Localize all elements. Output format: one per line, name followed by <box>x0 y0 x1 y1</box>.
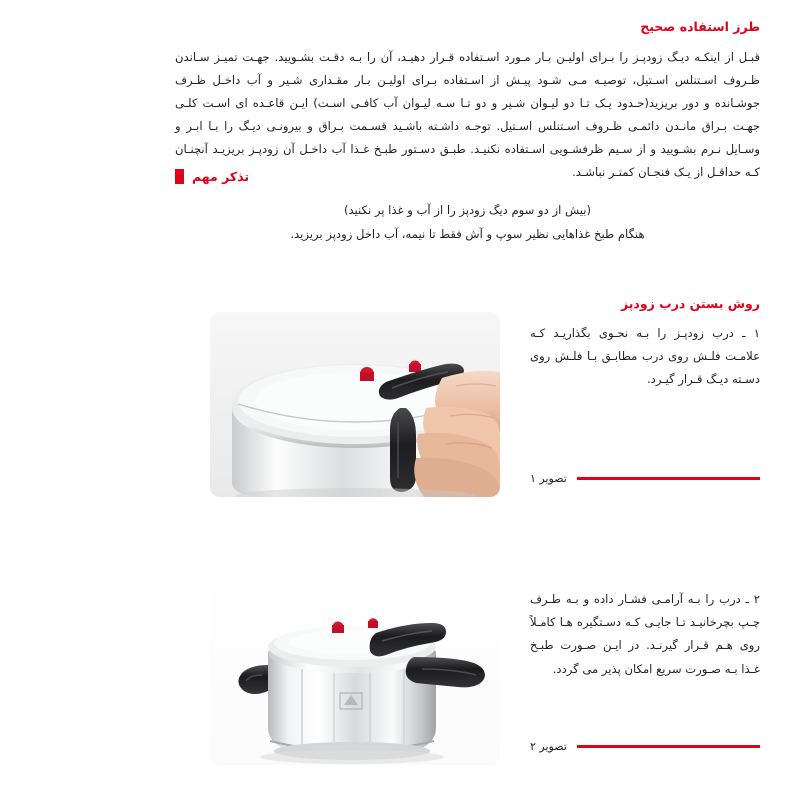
figure-1-rule <box>577 477 760 480</box>
closing-step-1-text: ۱ ـ درب زودپـز را بـه نحـوی بگذاریـد کـه علامـت فلـش روی درب مطابـق بـا فلـش روی دسـته دیـگ قـرار گیـرد. <box>530 326 760 387</box>
note-body <box>175 198 760 247</box>
important-note-section <box>175 168 760 246</box>
red-bar-icon <box>175 169 184 184</box>
note-section-title: تذکر مهم <box>192 169 250 184</box>
figure-1-caption-row <box>530 472 760 485</box>
figure-2-caption: تصویر ۲ <box>530 740 567 753</box>
note-line-1: (بیش از دو سوم دیگ زودپز را از آب و غذا پر نکنید) <box>343 202 592 217</box>
figure-1-caption: تصویر ۱ <box>530 472 567 485</box>
pressure-cooker-lid-hand-photo <box>210 312 500 497</box>
pressure-cooker-closed-photo <box>210 565 500 765</box>
closing-section-title-wrap <box>175 295 760 313</box>
note-line-2: هنگام طبخ غذاهایی نظیر سوپ و آش فقط تا نیمه، آب داخل زودپز بریزید. <box>290 226 645 241</box>
usage-section <box>175 18 760 185</box>
closing-step-2-text: ۲ ـ درب را بـه آرامـی فشـار داده و بـه طـرف چـپ بچرخانیـد تـا جایـی کـه دسـتگیره هـا کامـلاً روی هـم قـرار گیرنـد. در ایـن صـورت طبـخ غـذا بـه صـورت سریع امکان پذیر می گردد. <box>530 592 760 676</box>
note-title-row <box>175 168 760 186</box>
closing-section-title: روش بستن درب زودپز <box>620 296 760 311</box>
usage-section-title: طرز استفاده صحیح <box>640 19 760 34</box>
usage-paragraph: قبـل از اینکـه دیـگ زودپـز را بـرای اولیـن بـار مـورد اسـتفاده قـرار دهیـد، آن را بـه دقـت بشـویید. جهـت تمیـز سـاندن ظـروف اسـتنلس اسـتیل، توصیـه مـی شـود پیـش از اسـتفاده بـرای اولیـن بـار مقـداری شـیر و آب داخـل ظـرف جوشـانده و دور بریزید(حـدود یـک تـا دو لیـوان شـیر و دو تـا سـه لیـوان آب کافـی اسـت) ایـن قاعـده ای اسـت کلـی جهـت بـراق مانـدن دائمـی ظـروف اسـتنلس اسـتیل. توجـه داشـته باشـید قسـمت بـراق و بیرونـی دیـگ را بـا ابـر و وسـایل نـرم بشـویید و از سـیم ظرفشـویی اسـتفاده نکنیـد. طبـق دسـتور طبـخ غـذا آب داخـل آن زودپـز بریزیـد آنچنـان کـه حداقـل از یـک فنجـان کمتـر نباشـد. <box>175 49 760 180</box>
figure-2-caption-row <box>530 740 760 753</box>
figure-2-rule <box>577 745 760 748</box>
